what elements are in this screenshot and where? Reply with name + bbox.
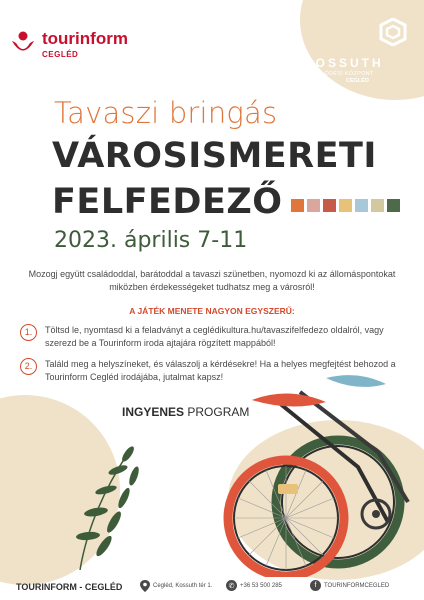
footer-address-text: Cegléd, Kossuth tér 1. xyxy=(153,583,213,589)
kossuth-subtitle: MŰVELŐDÉSI KÖZPONT xyxy=(304,71,374,77)
step-item xyxy=(20,324,410,350)
leaf-branch-illustration xyxy=(20,420,160,570)
title-script: Tavaszi bringás xyxy=(54,96,278,130)
free-bold: INGYENES xyxy=(122,405,185,419)
title-line-1: VÁROSISMERETI xyxy=(52,136,377,176)
tourinform-logo xyxy=(10,30,128,59)
color-swatch xyxy=(307,199,320,212)
intro-text: Mozogj együtt családoddal, barátoddal a tavaszi szünetben, nyomozd ki az állomáspontokat miközben érdekességeket tudhatsz meg a városról! xyxy=(28,269,396,292)
kossuth-name: KOSSUTH xyxy=(304,56,384,70)
color-swatch xyxy=(323,199,336,212)
bicycle-illustration xyxy=(208,372,424,577)
color-swatch xyxy=(371,199,384,212)
kossuth-logo-icon xyxy=(378,18,408,46)
tourinform-logo-icon xyxy=(10,30,36,56)
decor-blob-top xyxy=(300,0,424,100)
footer-facebook[interactable] xyxy=(310,580,389,591)
step-number: 1. xyxy=(20,324,37,341)
color-swatches xyxy=(291,199,400,212)
color-swatch xyxy=(355,199,368,212)
footer-phone xyxy=(226,580,282,591)
footer xyxy=(0,578,424,598)
event-date: 2023. április 7-11 xyxy=(54,228,248,253)
title-line-2: FELFEDEZŐ xyxy=(52,182,283,222)
tourinform-name: tourinform xyxy=(42,29,128,48)
location-pin-icon xyxy=(140,580,150,592)
kossuth-city: CEGLÉD xyxy=(346,78,369,84)
facebook-icon: f xyxy=(310,580,321,591)
footer-phone-text: +36 53 500 285 xyxy=(240,582,282,589)
phone-icon: ✆ xyxy=(226,580,237,591)
color-swatch xyxy=(387,199,400,212)
footer-facebook-text: TOURINFORMCEGLED xyxy=(324,582,390,589)
step-text: Töltsd le, nyomtasd ki a feladványt a ceglédikultura.hu/tavaszifelfedezo oldalról, vagy szerezd be a Tourinform iroda ajtajára rögzített mappából! xyxy=(45,325,384,348)
step-number: 2. xyxy=(20,358,37,375)
rules-heading: A JÁTÉK MENETE NAGYON EGYSZERŰ: xyxy=(129,306,295,316)
step-text: Találd meg a helyszíneket, és válaszolj a kérdésekre! Ha a helyes megfejtést behozod a Tourinform Cegléd irodájába, jutalmat kapsz! xyxy=(45,359,396,382)
footer-brand: TOURINFORM - CEGLÉD xyxy=(16,582,123,592)
color-swatch xyxy=(339,199,352,212)
footer-address xyxy=(140,580,212,592)
tourinform-city: CEGLÉD xyxy=(42,50,79,59)
color-swatch xyxy=(291,199,304,212)
free-rest: PROGRAM xyxy=(184,405,250,419)
